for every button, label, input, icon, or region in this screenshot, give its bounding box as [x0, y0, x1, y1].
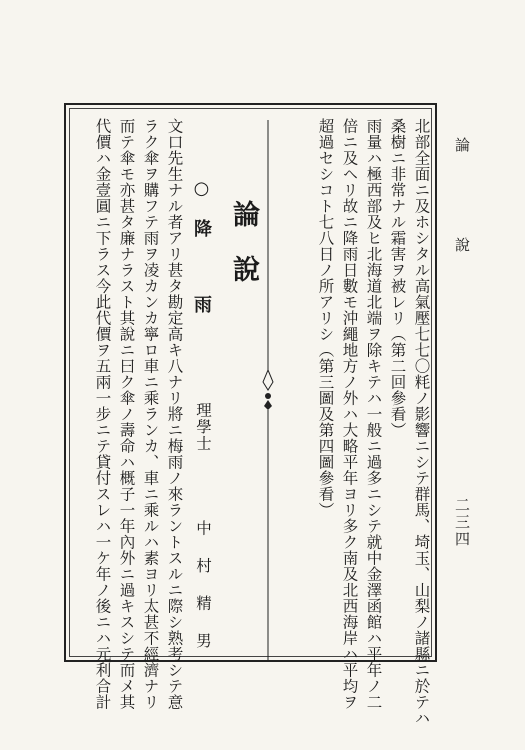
section-title: 論說	[228, 200, 259, 310]
text-column: 桑樹ニ非常ナル霜害ヲ被レリ（第二回參看）	[388, 118, 407, 438]
text-column: ラク傘ヲ購フテ雨ヲ凌カンカ寧ロ車ニ乘ランカ、車ニ乘ルハ素ヨリ太甚不經濟ナリ	[141, 118, 160, 710]
page-number: 二三四	[453, 497, 471, 548]
text-column: 北部全面ニ及ホシタル高氣壓七七〇粍ノ影響ニシテ群馬、埼玉、山梨ノ諸縣ニ於テハ	[412, 118, 431, 726]
text-column: 雨量ハ極西部及ヒ北海道北端ヲ除キテハ一般ニ過多ニシテ就中金澤函館ハ平年ノ二	[364, 118, 383, 710]
text-column: 倍ニ及ヘリ故ニ降雨日數モ沖繩地方ノ外ハ大略平年ヨリ多ク南及北西海岸ハ平均ヲ	[340, 118, 359, 710]
author-affiliation: 理學士	[194, 402, 212, 452]
author-name: 中村精男	[194, 520, 212, 670]
text-column: 代價ハ金壹圓ニ下ラス今此代價ヲ五兩一步ニテ貸付スレハ一ケ年ノ後ニハ元利合計	[93, 118, 112, 710]
text-column: 文口先生ナル者アリ甚タ勘定高キ八ナリ將ニ梅雨ノ來ラントスルニ際シ熟考シテ意	[165, 118, 184, 710]
article-heading: ○降 雨	[191, 178, 212, 333]
text-column: 而テ傘モ亦甚タ廉ナラスト其說ニ曰ク傘ノ壽命ハ概子一年內外ニ過キスシテ而メ其	[117, 118, 136, 710]
running-head: 論 說	[453, 137, 471, 287]
ornament-divider	[262, 120, 274, 660]
text-column: 超過セシコト七八日ノ所アリシ（第三圖及第四圖參看）	[316, 118, 335, 518]
